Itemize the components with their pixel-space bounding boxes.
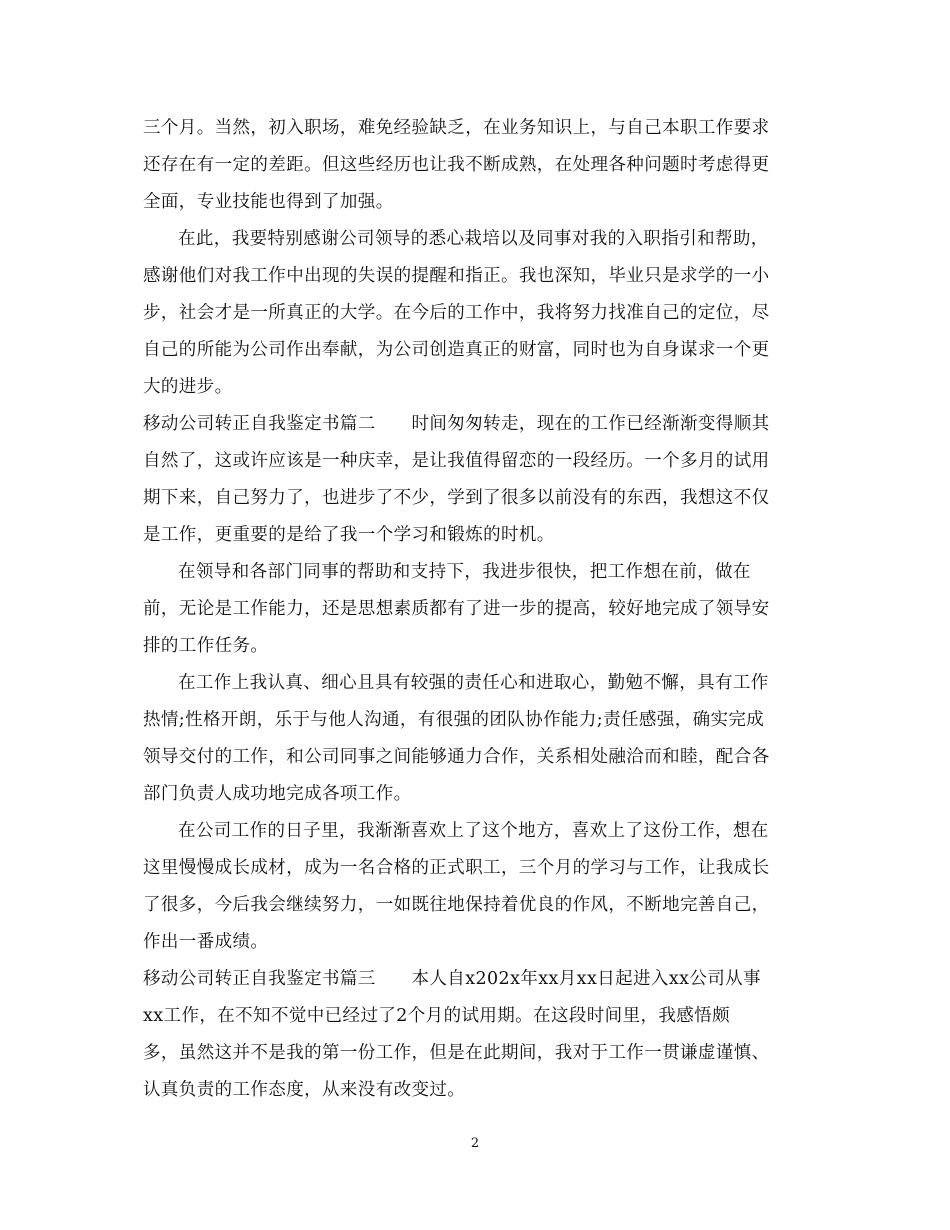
section-heading-line: 移动公司转正自我鉴定书篇三 本人自x202x年xx月xx日起进入xx公司从事 <box>143 969 761 989</box>
text-line: 在公司工作的日子里，我渐渐喜欢上了这个地方，喜欢上了这份工作，想在 <box>178 821 769 841</box>
text-line: 领导交付的工作，和公司同事之间能够通力合作，关系相处融洽而和睦，配合各 <box>143 747 770 767</box>
section-heading-line: 移动公司转正自我鉴定书篇二 时间匆匆转走，现在的工作已经渐渐变得顺其 <box>143 414 770 434</box>
text-line: 在领导和各部门同事的帮助和支持下，我进步很快，把工作想在前，做在 <box>178 562 751 582</box>
text-line: 部门负责人成功地完成各项工作。 <box>143 784 412 804</box>
text-line: 排的工作任务。 <box>143 636 269 656</box>
text-line: 自己的所能为公司作出奉献，为公司创造真正的财富，同时也为自身谋求一个更 <box>143 340 770 360</box>
text-line: 作出一番成绩。 <box>143 932 269 952</box>
text-line: 在工作上我认真、细心且具有较强的责任心和进取心，勤勉不懈，具有工作 <box>178 673 769 693</box>
text-line: 三个月。当然，初入职场，难免经验缺乏，在业务知识上，与自己本职工作要求 <box>143 118 770 138</box>
text-line: 还存在有一定的差距。但这些经历也让我不断成熟，在处理各种问题时考虑得更 <box>143 155 770 175</box>
text-line: 了很多，今后我会继续努力，一如既往地保持着优良的作风，不断地完善自己， <box>143 895 770 915</box>
text-line: 热情;性格开朗，乐于与他人沟通，有很强的团队协作能力;责任感强，确实完成 <box>143 710 765 730</box>
text-line: xx工作，在不知不觉中已经过了2个月的试用期。在这段时间里，我感悟颇 <box>143 1006 730 1026</box>
text-line: 多，虽然这并不是我的第一份工作，但是在此期间，我对于工作一贯谦虚谨慎、 <box>143 1043 770 1063</box>
text-line: 是工作，更重要的是给了我一个学习和锻炼的时机。 <box>143 525 555 545</box>
text-line: 在此，我要特别感谢公司领导的悉心栽培以及同事对我的入职指引和帮助， <box>178 229 769 249</box>
text-line: 认真负责的工作态度，从来没有改变过。 <box>143 1080 466 1100</box>
text-line: 前，无论是工作能力，还是思想素质都有了进一步的提高，较好地完成了领导安 <box>143 599 770 619</box>
text-line: 步，社会才是一所真正的大学。在今后的工作中，我将努力找准自己的定位，尽 <box>143 303 770 323</box>
text-line: 自然了，这或许应该是一种庆幸，是让我值得留恋的一段经历。一个多月的试用 <box>143 451 770 471</box>
text-line: 感谢他们对我工作中出现的失误的提醒和指正。我也深知，毕业只是求学的一小 <box>143 266 770 286</box>
page-number: 2 <box>470 1136 480 1151</box>
text-line: 这里慢慢成长成材，成为一名合格的正式职工，三个月的学习与工作，让我成长 <box>143 858 770 878</box>
text-line: 期下来，自己努力了，也进步了不少，学到了很多以前没有的东西，我想这不仅 <box>143 488 770 508</box>
text-line: 全面，专业技能也得到了加强。 <box>143 192 394 212</box>
text-line: 大的进步。 <box>143 377 233 397</box>
